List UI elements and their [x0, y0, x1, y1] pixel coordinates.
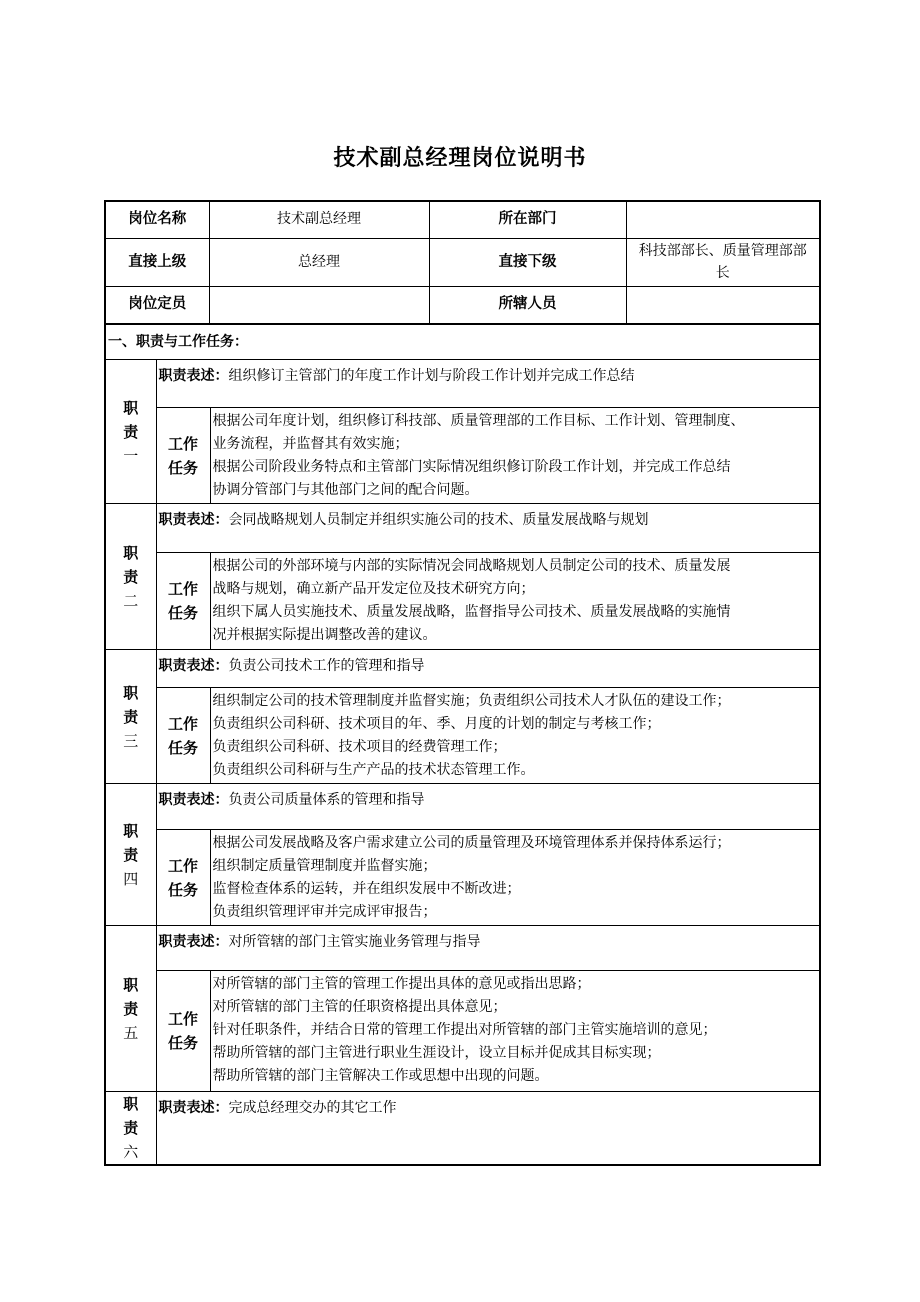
duty-description-label: 职责表述： — [158, 934, 229, 950]
superior-value: 总经理 — [209, 238, 429, 286]
duty-description-label: 职责表述： — [158, 658, 229, 674]
task-row — [105, 971, 820, 1092]
task-item: 根据公司的外部环境与内部的实际情况会同战略规划人员制定公司的技术、质量发展 — [212, 558, 731, 574]
duty-name-char: 责 — [123, 422, 139, 441]
duty-name-char: 六 — [123, 1143, 139, 1161]
duty-name-char: 一 — [123, 446, 139, 465]
task-row — [105, 688, 820, 784]
duty-name-char: 责 — [123, 567, 139, 586]
task-item: 况并根据实际提出调整改善的建议。 — [212, 627, 437, 643]
subordinate-value-line2: 长 — [715, 265, 730, 281]
duty-name-char: 责 — [123, 999, 139, 1018]
task-item: 战略与规划，确立新产品开发定位及技术研究方向； — [212, 581, 535, 597]
subordinate-value — [626, 238, 820, 286]
duty-description-label: 职责表述： — [158, 1100, 229, 1116]
task-label — [156, 830, 210, 926]
task-label — [156, 553, 210, 650]
quota-label: 岗位定员 — [105, 286, 209, 324]
duty-description — [156, 1092, 820, 1166]
task-item: 针对任职条件，并结合日常的管理工作提出对所管辖的部门主管实施培训的意见； — [212, 1022, 717, 1038]
task-item: 帮助所管辖的部门主管解决工作或思想中出现的问题。 — [212, 1068, 549, 1084]
department-label: 所在部门 — [429, 201, 626, 238]
task-item: 负责组织公司科研、技术项目的经费管理工作； — [212, 739, 507, 755]
duty-name — [105, 504, 156, 650]
duty-name-char: 五 — [123, 1023, 139, 1042]
task-label-line: 工作 — [167, 1010, 198, 1028]
duty-description — [156, 926, 820, 971]
task-item: 组织制定公司的技术管理制度并监督实施；负责组织公司技术人才队伍的建设工作； — [212, 693, 731, 709]
task-label-line: 工作 — [167, 714, 198, 733]
task-label-line: 任务 — [167, 880, 198, 899]
duty-row — [105, 504, 820, 553]
task-list — [210, 830, 820, 926]
task-item: 根据公司年度计划，组织修订科技部、质量管理部的工作目标、工作计划、管理制度、 — [212, 413, 745, 429]
duty-name-char: 职 — [123, 398, 139, 417]
duty-name-char: 职 — [123, 1095, 139, 1113]
duty-name-char: 责 — [123, 1119, 139, 1137]
task-item: 负责组织公司科研、技术项目的年、季、月度的计划的制定与考核工作； — [212, 716, 661, 732]
duty-row — [105, 1092, 820, 1166]
subordinate-value-line1: 科技部部长、质量管理部部 — [638, 243, 807, 259]
task-item: 负责组织管理评审并完成评审报告； — [212, 904, 437, 920]
task-item: 对所管辖的部门主管的管理工作提出具体的意见或指出思路； — [212, 976, 591, 992]
duty-description — [156, 360, 820, 408]
task-item: 对所管辖的部门主管的任职资格提出具体意见； — [212, 999, 507, 1015]
duty-name-char: 职 — [123, 683, 139, 702]
duty-name-char: 三 — [123, 731, 139, 750]
duty-name — [105, 1092, 156, 1166]
task-item: 业务流程，并监督其有效实施； — [212, 436, 409, 452]
duty-name-char: 职 — [123, 975, 139, 994]
duty-name — [105, 784, 156, 926]
position-info-table — [104, 200, 821, 325]
duty-description-label: 职责表述： — [158, 512, 229, 528]
task-item: 组织下属人员实施技术、质量发展战略，监督指导公司技术、质量发展战略的实施情 — [212, 604, 731, 620]
task-list — [210, 688, 820, 784]
subordinate-label: 直接下级 — [429, 238, 626, 286]
task-row — [105, 408, 820, 504]
department-value — [626, 201, 820, 238]
duty-description — [156, 784, 820, 830]
duty-name — [105, 926, 156, 1092]
task-item: 根据公司阶段业务特点和主管部门实际情况组织修订阶段工作计划，并完成工作总结 — [212, 459, 731, 475]
duty-name-char: 职 — [123, 821, 139, 840]
duty-name-char: 职 — [123, 543, 139, 562]
task-list — [210, 408, 820, 504]
duty-name-char: 四 — [123, 869, 139, 888]
duty-name-char: 二 — [123, 591, 139, 610]
task-label-line: 任务 — [167, 1034, 198, 1052]
position-name-value: 技术副总经理 — [209, 201, 429, 238]
duty-row — [105, 360, 820, 408]
duty-description-text: 组织修订主管部门的年度工作计划与阶段工作计划并完成工作总结 — [228, 368, 635, 384]
task-label — [156, 408, 210, 504]
task-label — [156, 971, 210, 1092]
superior-label: 直接上级 — [105, 238, 209, 286]
staff-value — [626, 286, 820, 324]
duty-list — [105, 360, 820, 1166]
duty-description-text: 完成总经理交办的其它工作 — [228, 1100, 397, 1116]
duty-description — [156, 650, 820, 688]
task-label-line: 任务 — [167, 738, 198, 757]
task-label — [156, 688, 210, 784]
task-item: 协调分管部门与其他部门之间的配合问题。 — [212, 482, 479, 498]
task-item: 组织制定质量管理制度并监督实施； — [212, 858, 437, 874]
task-label-line: 工作 — [167, 856, 198, 875]
duty-row — [105, 650, 820, 688]
task-label-line: 工作 — [167, 434, 198, 453]
task-item: 监督检查体系的运转，并在组织发展中不断改进； — [212, 881, 521, 897]
task-row — [105, 553, 820, 650]
duty-description-text: 负责公司质量体系的管理和指导 — [228, 792, 425, 808]
duty-name-char: 责 — [123, 845, 139, 864]
duties-table — [104, 324, 821, 1166]
task-item: 负责组织公司科研与生产产品的技术状态管理工作。 — [212, 762, 535, 778]
duty-description-label: 职责表述： — [158, 792, 229, 808]
duty-name-char: 责 — [123, 707, 139, 726]
quota-value — [209, 286, 429, 324]
duty-description-text: 对所管辖的部门主管实施业务管理与指导 — [228, 934, 481, 950]
duty-name — [105, 360, 156, 504]
position-name-label: 岗位名称 — [105, 201, 209, 238]
task-item: 帮助所管辖的部门主管进行职业生涯设计，设立目标并促成其目标实现； — [212, 1045, 661, 1061]
task-list — [210, 553, 820, 650]
duty-name — [105, 650, 156, 784]
task-row — [105, 830, 820, 926]
duty-row — [105, 926, 820, 971]
task-item: 根据公司发展战略及客户需求建立公司的质量管理及环境管理体系并保持体系运行； — [212, 835, 731, 851]
task-list — [210, 971, 820, 1092]
staff-label: 所辖人员 — [429, 286, 626, 324]
document-title: 技术副总经理岗位说明书 — [333, 146, 587, 171]
duty-description-text: 会同战略规划人员制定并组织实施公司的技术、质量发展战略与规划 — [228, 512, 649, 528]
duty-row — [105, 784, 820, 830]
section-title: 一、职责与工作任务： — [105, 325, 820, 360]
task-label-line: 任务 — [167, 458, 198, 477]
duty-description-label: 职责表述： — [158, 368, 229, 384]
task-label-line: 工作 — [167, 580, 198, 598]
duty-description-text: 负责公司技术工作的管理和指导 — [228, 658, 425, 674]
task-label-line: 任务 — [167, 604, 198, 622]
duty-description — [156, 504, 820, 553]
